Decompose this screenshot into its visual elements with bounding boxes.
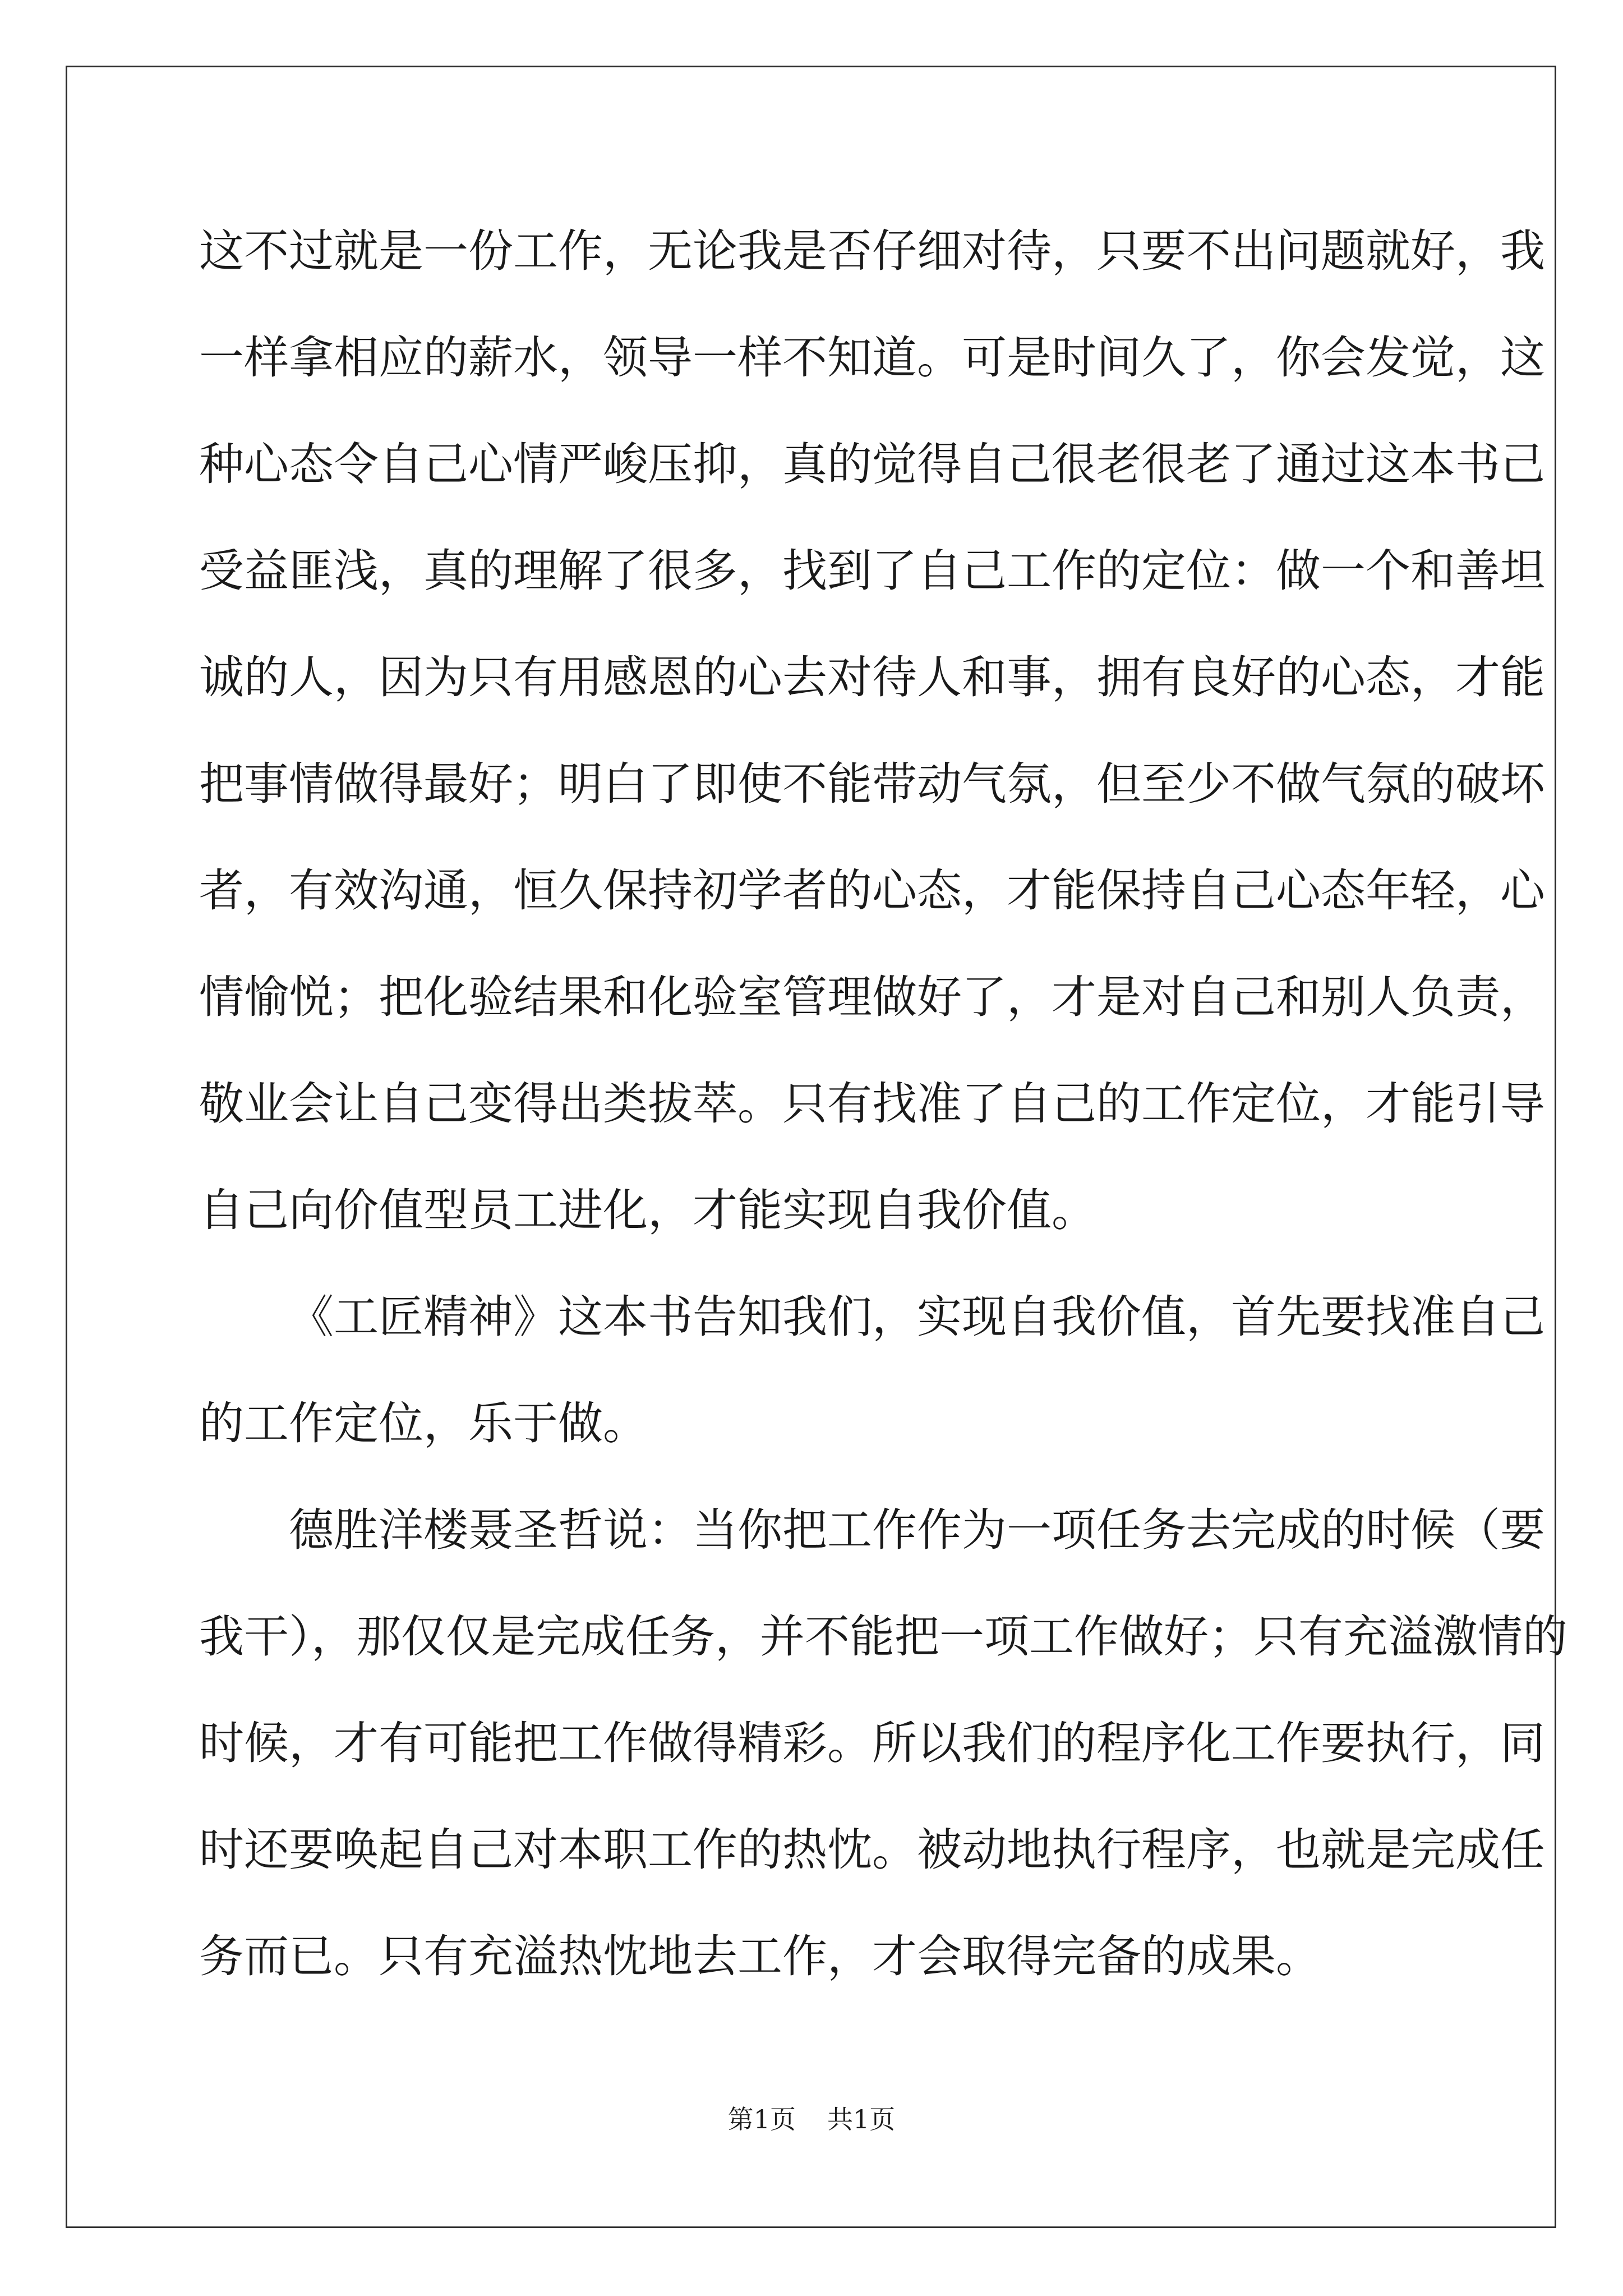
text-line: 把事情做得最好；明白了即使不能带动气氛，但至少不做气氛的破坏 [199,758,1545,810]
page-footer [0,2099,1623,2136]
text-line: 受益匪浅，真的理解了很多，找到了自己工作的定位：做一个和善坦 [199,545,1545,597]
page-number: 第1页 [727,2104,796,2134]
paragraph-1 [199,212,1545,1278]
text-line: 情愉悦；把化验结果和化验室管理做好了，才是对自己和别人负责， [199,971,1545,1023]
text-line: 自己向价值型员工进化，才能实现自我价值。 [199,1184,1096,1236]
text-line: 种心态令自己心情严峻压抑，真的觉得自己很老很老了通过这本书己 [199,438,1545,490]
text-line: 的工作定位，乐于做。 [199,1397,648,1450]
text-line: 德胜洋楼聂圣哲说：当你把工作作为一项任务去完成的时候（要 [289,1504,1545,1556]
text-line: 《工匠精神》这本书告知我们，实现自我价值，首先要找准自己 [289,1291,1545,1343]
text-line: 务而已。只有充溢热忱地去工作，才会取得完备的成果。 [199,1930,1321,1982]
paragraph-3 [199,1491,1567,2024]
text-line: 敬业会让自己变得出类拔萃。只有找准了自己的工作定位，才能引导 [199,1078,1545,1130]
text-line: 一样拿相应的薪水，领导一样不知道。可是时间久了，你会发觉，这 [199,332,1545,384]
document-body [199,212,1567,2024]
text-line: 我干），那仅仅是完成任务，并不能把一项工作做好；只有充溢激情的 [199,1611,1567,1663]
paragraph-2 [199,1278,1545,1491]
text-line: 诚的人，因为只有用感恩的心去对待人和事，拥有良好的心态，才能 [199,651,1545,703]
text-line: 时还要唤起自己对本职工作的热忱。被动地执行程序，也就是完成任 [199,1824,1545,1876]
text-line: 者，有效沟通，恒久保持初学者的心态，才能保持自己心态年轻，心 [199,864,1545,917]
text-line: 这不过就是一份工作，无论我是否仔细对待，只要不出问题就好，我 [199,225,1545,277]
text-line: 时候，才有可能把工作做得精彩。所以我们的程序化工作要执行，同 [199,1717,1545,1769]
page-total: 共1页 [827,2104,896,2134]
